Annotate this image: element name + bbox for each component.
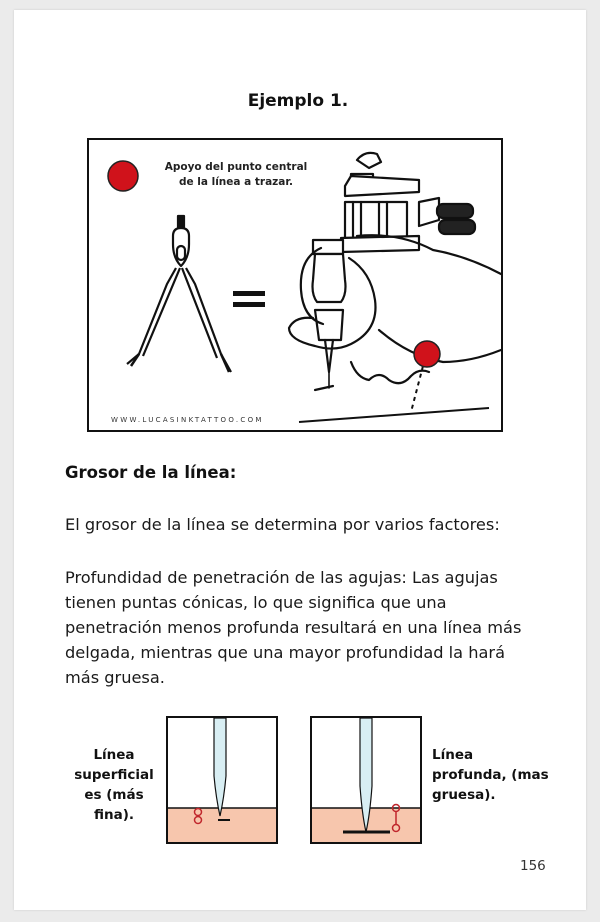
red-dot-icon [414, 341, 440, 367]
support-note: Apoyo del punto central de la línea a trazar. [164, 161, 308, 188]
equals-sign-icon [233, 291, 265, 307]
skin-layer [168, 808, 276, 842]
skin-surface-line [299, 408, 489, 422]
compass-icon [127, 216, 231, 372]
paragraph-depth: Profundidad de penetración de las agujas: Las agujas tienen puntas cónicas, lo que significa que una penetración menos profunda resultará en una línea más delgada, mientras que una mayor profundidad la hará más gruesa. [65, 568, 522, 687]
shallow-line-label: Línea superficial es (más fina). [74, 747, 154, 823]
compass-tattoo-machine-illustration [87, 138, 503, 432]
shallow-needle-diagram [166, 716, 278, 844]
section-heading: Grosor de la línea: [65, 463, 237, 482]
example-title: Ejemplo 1. [247, 91, 349, 111]
deep-needle-diagram [310, 716, 422, 844]
page-number: 156 [520, 858, 546, 874]
red-dot-icon [108, 161, 138, 191]
deep-line-label: Línea profunda, (mas gruesa). [432, 747, 549, 803]
paragraph-factors: El grosor de la línea se determina por varios factores: [65, 515, 500, 534]
tattoo-machine-icon [313, 153, 476, 388]
watermark: WWW.LUCASINKTATTOO.COM [111, 416, 264, 424]
